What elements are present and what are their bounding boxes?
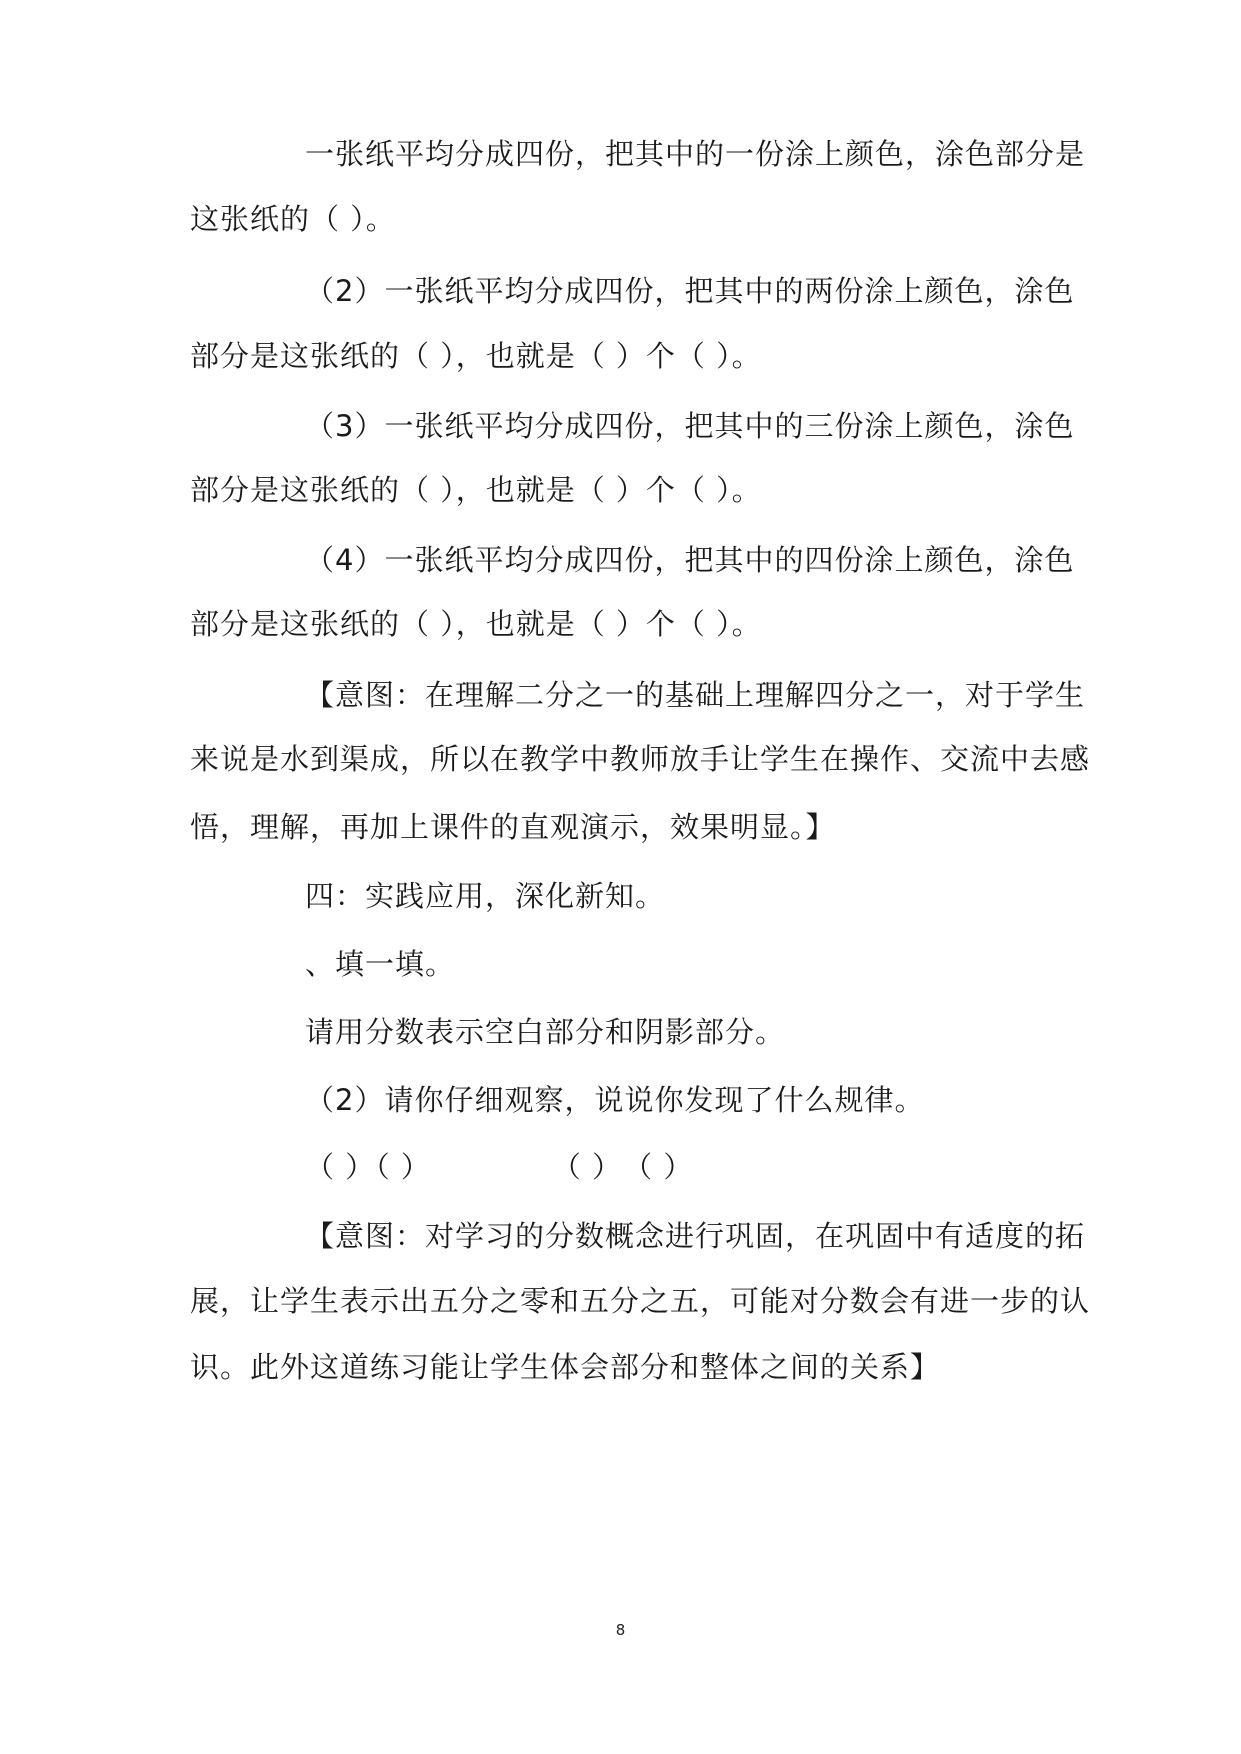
intent-paragraph-line: 来说是水到渠成，所以在教学中教师放手让学生在操作、交流中去感 (190, 742, 1091, 776)
intent-paragraph-line: 【意图：对学习的分数概念进行巩固，在巩固中有适度的拓 (305, 1219, 1086, 1253)
page-number: 8 (615, 1621, 626, 1639)
section-heading: 四：实践应用，深化新知。 (305, 879, 666, 913)
paragraph-line: （4）一张纸平均分成四份，把其中的四份涂上颜色，涂色 (305, 543, 1075, 577)
paragraph-line: （3）一张纸平均分成四份，把其中的三份涂上颜色，涂色 (305, 409, 1075, 443)
intent-paragraph-line: 悟，理解，再加上课件的直观演示，效果明显。】 (190, 810, 836, 844)
intent-paragraph-line: 展，让学生表示出五分之零和五分之五，可能对分数会有进一步的认 (190, 1284, 1091, 1318)
paragraph-line: （2）一张纸平均分成四份，把其中的两份涂上颜色，涂色 (305, 274, 1075, 308)
paragraph-line: 部分是这张纸的（ ），也就是（ ）个（ ）。 (190, 339, 762, 373)
intent-paragraph-line: 识。此外这道练习能让学生体会部分和整体之间的关系】 (190, 1350, 941, 1384)
answer-blanks: （ ）（ ） （ ） （ ） (305, 1150, 694, 1184)
paragraph-line: （2）请你仔细观察，说说你发现了什么规律。 (305, 1083, 925, 1117)
paragraph-line: 请用分数表示空白部分和阴影部分。 (305, 1015, 786, 1049)
intent-paragraph-line: 【意图：在理解二分之一的基础上理解四分之一，对于学生 (305, 678, 1086, 712)
paragraph-line: 部分是这张纸的（ ），也就是（ ）个（ ）。 (190, 473, 762, 507)
paragraph-line: 这张纸的（ ）。 (190, 202, 396, 236)
paragraph-line: 一张纸平均分成四份，把其中的一份涂上颜色，涂色部分是 (305, 137, 1086, 171)
paragraph-line: 、填一填。 (305, 947, 456, 981)
paragraph-line: 部分是这张纸的（ ），也就是（ ）个（ ）。 (190, 607, 762, 641)
